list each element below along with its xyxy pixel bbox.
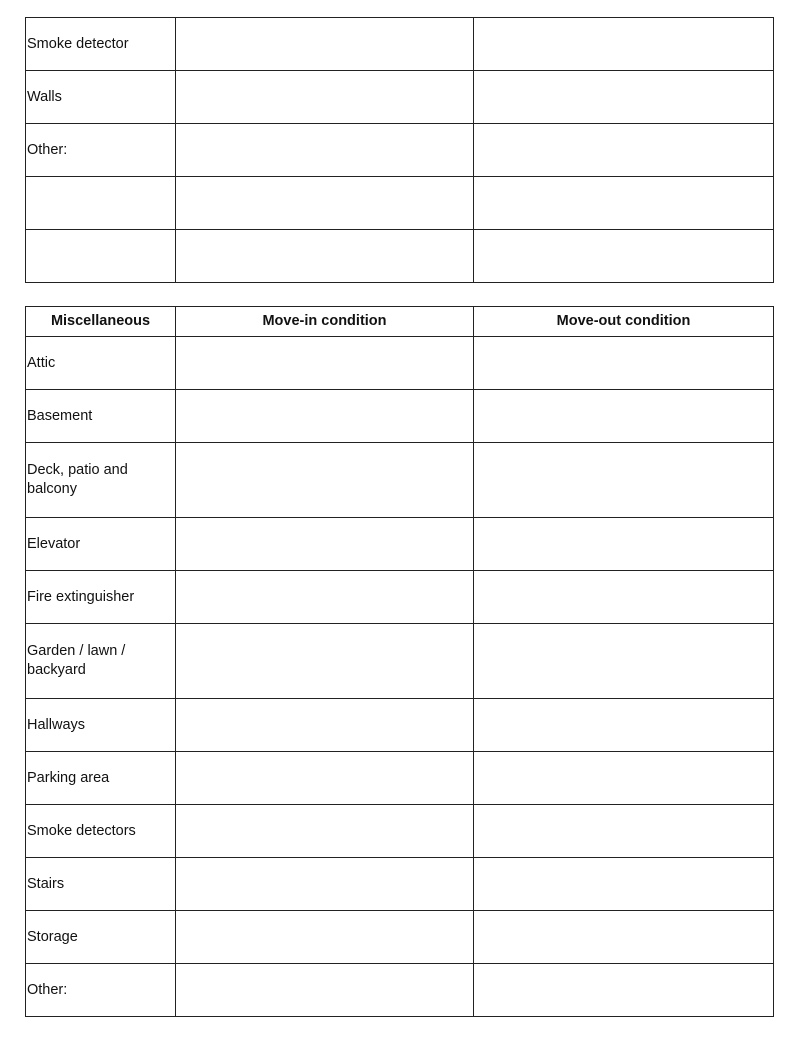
header-move-in: Move-in condition (176, 307, 474, 337)
item-label-blank[interactable] (26, 177, 176, 230)
table-row (26, 964, 774, 1017)
item-label: Hallways (26, 699, 176, 752)
move-out-cell[interactable] (474, 964, 774, 1017)
move-out-cell[interactable] (474, 518, 774, 571)
move-out-cell[interactable] (474, 124, 774, 177)
item-label: Stairs (26, 858, 176, 911)
header-miscellaneous: Miscellaneous (26, 307, 176, 337)
move-out-cell[interactable] (474, 390, 774, 443)
table-row (26, 337, 774, 390)
table-row (26, 858, 774, 911)
header-move-out: Move-out condition (474, 307, 774, 337)
move-out-cell[interactable] (474, 699, 774, 752)
move-in-cell[interactable] (176, 177, 474, 230)
table-row (26, 230, 774, 283)
move-in-cell[interactable] (176, 805, 474, 858)
table-header-row (26, 307, 774, 337)
table-row (26, 71, 774, 124)
move-out-cell[interactable] (474, 571, 774, 624)
move-out-cell[interactable] (474, 805, 774, 858)
item-label: Storage (26, 911, 176, 964)
table-row (26, 752, 774, 805)
move-out-cell[interactable] (474, 177, 774, 230)
move-in-cell[interactable] (176, 699, 474, 752)
move-in-cell[interactable] (176, 230, 474, 283)
move-in-cell[interactable] (176, 124, 474, 177)
move-out-cell[interactable] (474, 858, 774, 911)
table-row (26, 571, 774, 624)
move-out-cell[interactable] (474, 18, 774, 71)
move-in-cell[interactable] (176, 964, 474, 1017)
move-out-cell[interactable] (474, 443, 774, 518)
item-label: Basement (26, 390, 176, 443)
table-row (26, 805, 774, 858)
table-row (26, 443, 774, 518)
miscellaneous-table (25, 306, 774, 1017)
move-out-cell[interactable] (474, 624, 774, 699)
table-row (26, 699, 774, 752)
move-out-cell[interactable] (474, 337, 774, 390)
item-label: Garden / lawn / backyard (26, 624, 176, 699)
move-in-cell[interactable] (176, 624, 474, 699)
item-label: Smoke detectors (26, 805, 176, 858)
move-out-cell[interactable] (474, 752, 774, 805)
table-row (26, 911, 774, 964)
item-label: Fire extinguisher (26, 571, 176, 624)
move-out-cell[interactable] (474, 71, 774, 124)
move-in-cell[interactable] (176, 390, 474, 443)
table-row (26, 624, 774, 699)
move-in-cell[interactable] (176, 911, 474, 964)
room-condition-table (25, 17, 774, 283)
table-row (26, 177, 774, 230)
item-label: Parking area (26, 752, 176, 805)
table-row (26, 124, 774, 177)
item-label: Other: (26, 124, 176, 177)
move-out-cell[interactable] (474, 911, 774, 964)
table-row (26, 390, 774, 443)
move-in-cell[interactable] (176, 443, 474, 518)
move-in-cell[interactable] (176, 337, 474, 390)
item-label: Smoke detector (26, 18, 176, 71)
move-in-cell[interactable] (176, 571, 474, 624)
move-in-cell[interactable] (176, 18, 474, 71)
item-label: Walls (26, 71, 176, 124)
move-out-cell[interactable] (474, 230, 774, 283)
move-in-cell[interactable] (176, 71, 474, 124)
table-row (26, 18, 774, 71)
table-row (26, 518, 774, 571)
item-label-blank[interactable] (26, 230, 176, 283)
move-in-cell[interactable] (176, 518, 474, 571)
move-in-cell[interactable] (176, 858, 474, 911)
item-label: Attic (26, 337, 176, 390)
item-label: Other: (26, 964, 176, 1017)
item-label: Deck, patio and balcony (26, 443, 176, 518)
item-label: Elevator (26, 518, 176, 571)
move-in-cell[interactable] (176, 752, 474, 805)
